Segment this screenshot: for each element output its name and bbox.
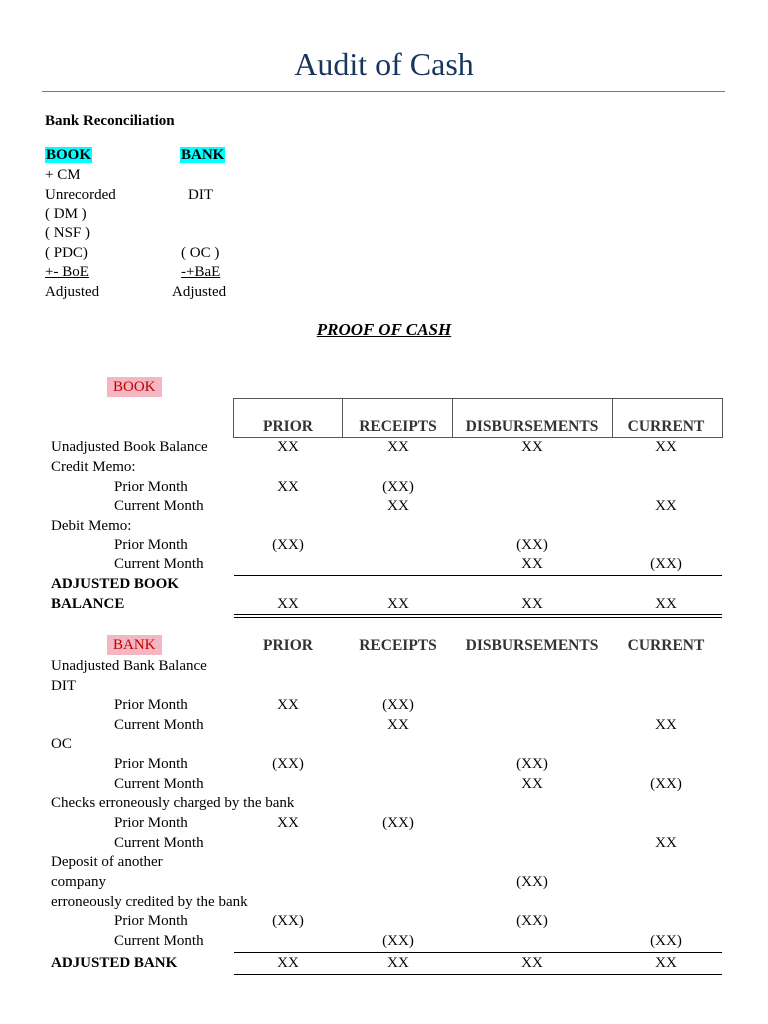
- bank-header: BANK: [181, 147, 225, 163]
- table-cell: XX: [387, 717, 409, 733]
- table-cell: (XX): [272, 537, 304, 553]
- bank-reconciliation-heading: Bank Reconciliation: [45, 113, 175, 129]
- row-label: erroneously credited by the bank: [51, 894, 248, 910]
- table-cell: XX: [277, 596, 299, 612]
- row-label: Current Month: [114, 933, 204, 949]
- row-label: Checks erroneously charged by the bank: [51, 795, 295, 811]
- bank-item: -+BaE: [181, 264, 221, 280]
- row-label: Prior Month: [114, 913, 188, 929]
- table-cell: (XX): [272, 756, 304, 772]
- table-cell: XX: [655, 439, 677, 455]
- row-label: DIT: [51, 678, 76, 694]
- bank-item: DIT: [188, 187, 213, 203]
- table-cell: XX: [387, 955, 409, 971]
- row-label: Deposit of another: [51, 854, 163, 870]
- table-cell: (XX): [650, 933, 682, 949]
- row-label: BALANCE: [51, 596, 125, 612]
- table-cell: XX: [521, 955, 543, 971]
- subtotal-rule: [234, 575, 722, 576]
- table-cell: XX: [521, 439, 543, 455]
- row-label: Prior Month: [114, 479, 188, 495]
- table-cell: XX: [655, 955, 677, 971]
- table-cell: (XX): [382, 815, 414, 831]
- table-cell: (XX): [650, 776, 682, 792]
- book-item: ( NSF ): [45, 225, 91, 241]
- book-item: ( DM ): [45, 206, 87, 222]
- bank-item: ( OC ): [181, 245, 220, 261]
- total-rule: [234, 974, 722, 975]
- subtotal-rule: [234, 952, 722, 953]
- table-cell: (XX): [382, 933, 414, 949]
- row-label: ADJUSTED BOOK: [51, 576, 179, 592]
- table-cell: XX: [277, 955, 299, 971]
- table-cell: XX: [277, 479, 299, 495]
- table-cell: XX: [655, 717, 677, 733]
- table-cell: (XX): [650, 556, 682, 572]
- bank-section-tag: BANK: [107, 637, 162, 654]
- column-header: DISBURSEMENTS: [465, 418, 599, 435]
- column-header: RECEIPTS: [359, 418, 437, 435]
- row-label: company: [51, 874, 106, 890]
- row-label: ADJUSTED BANK: [51, 955, 178, 971]
- row-label: Debit Memo:: [51, 518, 132, 534]
- table-cell: (XX): [272, 913, 304, 929]
- column-header: CURRENT: [627, 418, 705, 435]
- table-cell: (XX): [516, 913, 548, 929]
- row-label: Prior Month: [114, 815, 188, 831]
- table-cell: XX: [655, 498, 677, 514]
- row-label: Credit Memo:: [51, 459, 136, 475]
- row-label: Current Month: [114, 498, 204, 514]
- book-section-tag: BOOK: [107, 379, 162, 396]
- row-label: Unadjusted Book Balance: [51, 439, 208, 455]
- row-label: Prior Month: [114, 537, 188, 553]
- book-item: +- BoE: [45, 264, 89, 280]
- row-label: Current Month: [114, 717, 204, 733]
- table-cell: XX: [277, 439, 299, 455]
- proof-of-cash-heading: PROOF OF CASH: [316, 320, 452, 339]
- table-cell: XX: [655, 835, 677, 851]
- table-cell: XX: [277, 815, 299, 831]
- title-divider: [42, 91, 725, 92]
- row-label: Prior Month: [114, 756, 188, 772]
- table-cell: XX: [387, 439, 409, 455]
- book-item: Adjusted: [45, 284, 100, 300]
- table-cell: XX: [521, 556, 543, 572]
- table-cell: (XX): [516, 537, 548, 553]
- column-header: DISBURSEMENTS: [465, 637, 599, 654]
- table-cell: XX: [387, 596, 409, 612]
- book-item: Unrecorded: [45, 187, 116, 203]
- table-cell: (XX): [516, 874, 548, 890]
- table-cell: (XX): [516, 756, 548, 772]
- table-cell: (XX): [382, 479, 414, 495]
- column-header: RECEIPTS: [359, 637, 437, 654]
- column-header: CURRENT: [627, 637, 705, 654]
- table-cell: XX: [521, 596, 543, 612]
- book-item: + CM: [45, 167, 81, 183]
- row-label: Prior Month: [114, 697, 188, 713]
- total-double-rule: [234, 614, 722, 618]
- column-header: PRIOR: [263, 637, 313, 654]
- book-item: ( PDC): [45, 245, 88, 261]
- table-cell: XX: [521, 776, 543, 792]
- row-label: Current Month: [114, 556, 204, 572]
- bank-item: Adjusted: [172, 284, 227, 300]
- page-title: Audit of Cash: [294, 46, 474, 82]
- table-cell: XX: [655, 596, 677, 612]
- table-cell: (XX): [382, 697, 414, 713]
- book-header: BOOK: [46, 147, 92, 163]
- column-header: PRIOR: [263, 418, 313, 435]
- row-label: OC: [51, 736, 72, 752]
- row-label: Current Month: [114, 835, 204, 851]
- row-label: Current Month: [114, 776, 204, 792]
- table-cell: XX: [387, 498, 409, 514]
- table-cell: XX: [277, 697, 299, 713]
- row-label: Unadjusted Bank Balance: [51, 658, 207, 674]
